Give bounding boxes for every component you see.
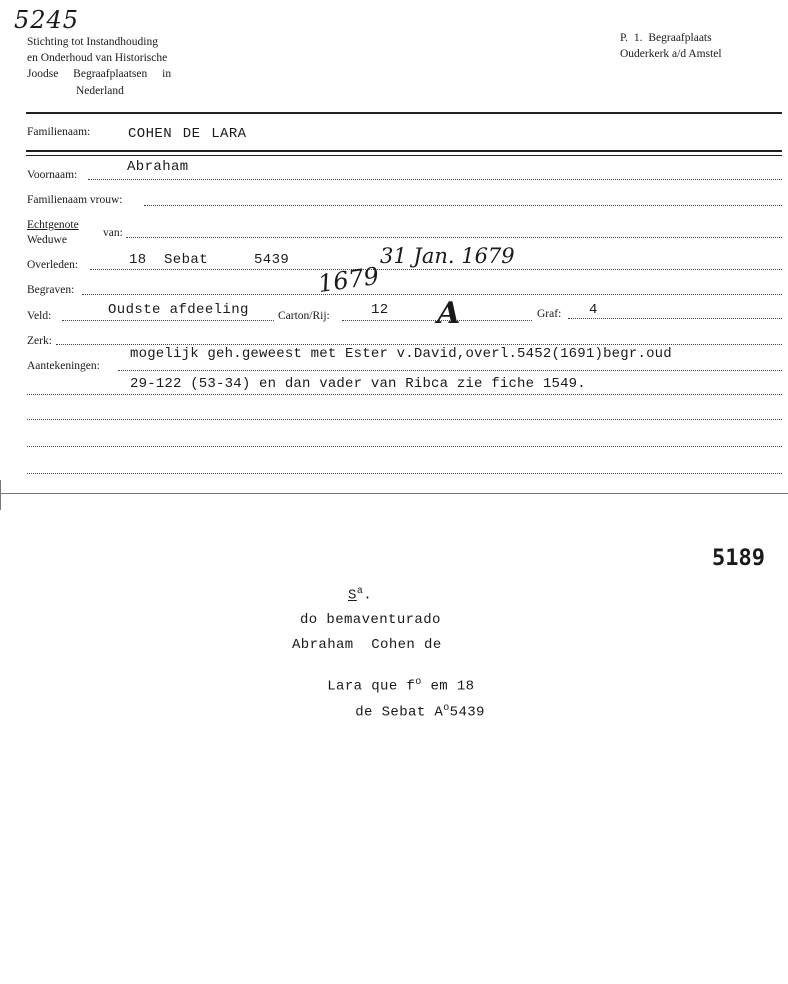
voornaam-value: Abraham [127,159,189,175]
handwritten-year: 1679 [316,261,381,299]
carton-rij-value: 12 [371,302,389,318]
carton-rij-label: Carton/Rij: [278,310,330,322]
carton-rij-handwritten: A [437,296,461,331]
graf-label: Graf: [537,308,562,320]
overleden-month: Sebat [164,252,209,268]
inscription-line-1-end: . [363,587,373,604]
zerk-label: Zerk: [27,335,52,347]
aantekeningen-line-2: 29-122 (53-34) en dan vader van Ribca zie fiche 1549. [130,376,586,392]
van-dots [126,237,782,238]
familienaam-rule-2 [26,155,782,156]
card-number: 5245 [14,6,80,34]
aantekeningen-dots-2 [27,394,782,395]
familienaam-vrouw-dots [144,205,782,206]
card-left-edge [0,480,1,510]
org-line-4: Nederland [76,85,124,97]
veld-value: Oudste afdeeling [108,302,249,318]
overleden-day: 18 [129,252,147,268]
inscription-line-5-a: de Sebat A [355,704,444,721]
inscription-line-5-sup: o [443,703,450,714]
inscription-line-3: Abraham Cohen de [292,637,442,653]
voornaam-label: Voornaam: [27,169,78,181]
org-line-3: Joodse Begraafplaatsen in [27,68,172,80]
lower-number: 5189 [712,546,765,571]
inscription-line-1 [348,586,372,604]
inscription-line-4-b: em 18 [421,678,475,695]
familienaam-label: Familienaam: [27,126,91,138]
org-line-1: Stichting tot Instandhouding [27,36,158,48]
voornaam-dots [88,179,782,180]
echtgenote-label: Echtgenote [27,219,79,231]
aantekeningen-label: Aantekeningen: [27,360,100,372]
blank-dots-3 [27,473,782,474]
overleden-handwritten: 31 Jan. 1679 [380,244,515,268]
begraven-dots [82,294,782,295]
blank-dots-2 [27,446,782,447]
veld-label: Veld: [27,310,52,322]
inscription-line-4-sup: o [415,677,422,688]
inscription-line-1-base: S [348,587,357,604]
van-label: van: [103,227,123,239]
aantekeningen-line-1: mogelijk geh.geweest met Ester v.David,overl.5452(1691)begr.oud [130,346,672,362]
header-rule [26,112,782,114]
inscription-line-2: do bemaventurado [300,612,441,628]
inscription-line-5-b: 5439 [449,704,485,721]
graf-dots [568,318,782,319]
org-line-2: en Onderhoud van Historische [27,52,168,64]
graf-value: 4 [589,302,598,318]
card-bottom-edge [0,493,788,494]
familienaam-rule [26,150,782,152]
inscription-line-5 [320,687,485,737]
aantekeningen-dots-1 [118,370,782,371]
overleden-year: 5439 [254,252,290,268]
weduwe-label: Weduwe [27,234,67,246]
veld-dots [62,320,274,321]
location-line-1: P. 1. Begraafplaats [620,32,712,44]
overleden-label: Overleden: [27,259,79,271]
familienaam-vrouw-label: Familienaam vrouw: [27,194,123,206]
familienaam-value: COHEN DE LARA [128,126,247,142]
begraven-label: Begraven: [27,284,75,296]
overleden-dots [90,269,782,270]
blank-dots-1 [27,419,782,420]
inscription-line-1-sup: a [356,586,364,597]
inscription-line-4-a: Lara que f [327,678,416,695]
location-line-2: Ouderkerk a/d Amstel [620,48,722,60]
zerk-dots [56,344,782,345]
